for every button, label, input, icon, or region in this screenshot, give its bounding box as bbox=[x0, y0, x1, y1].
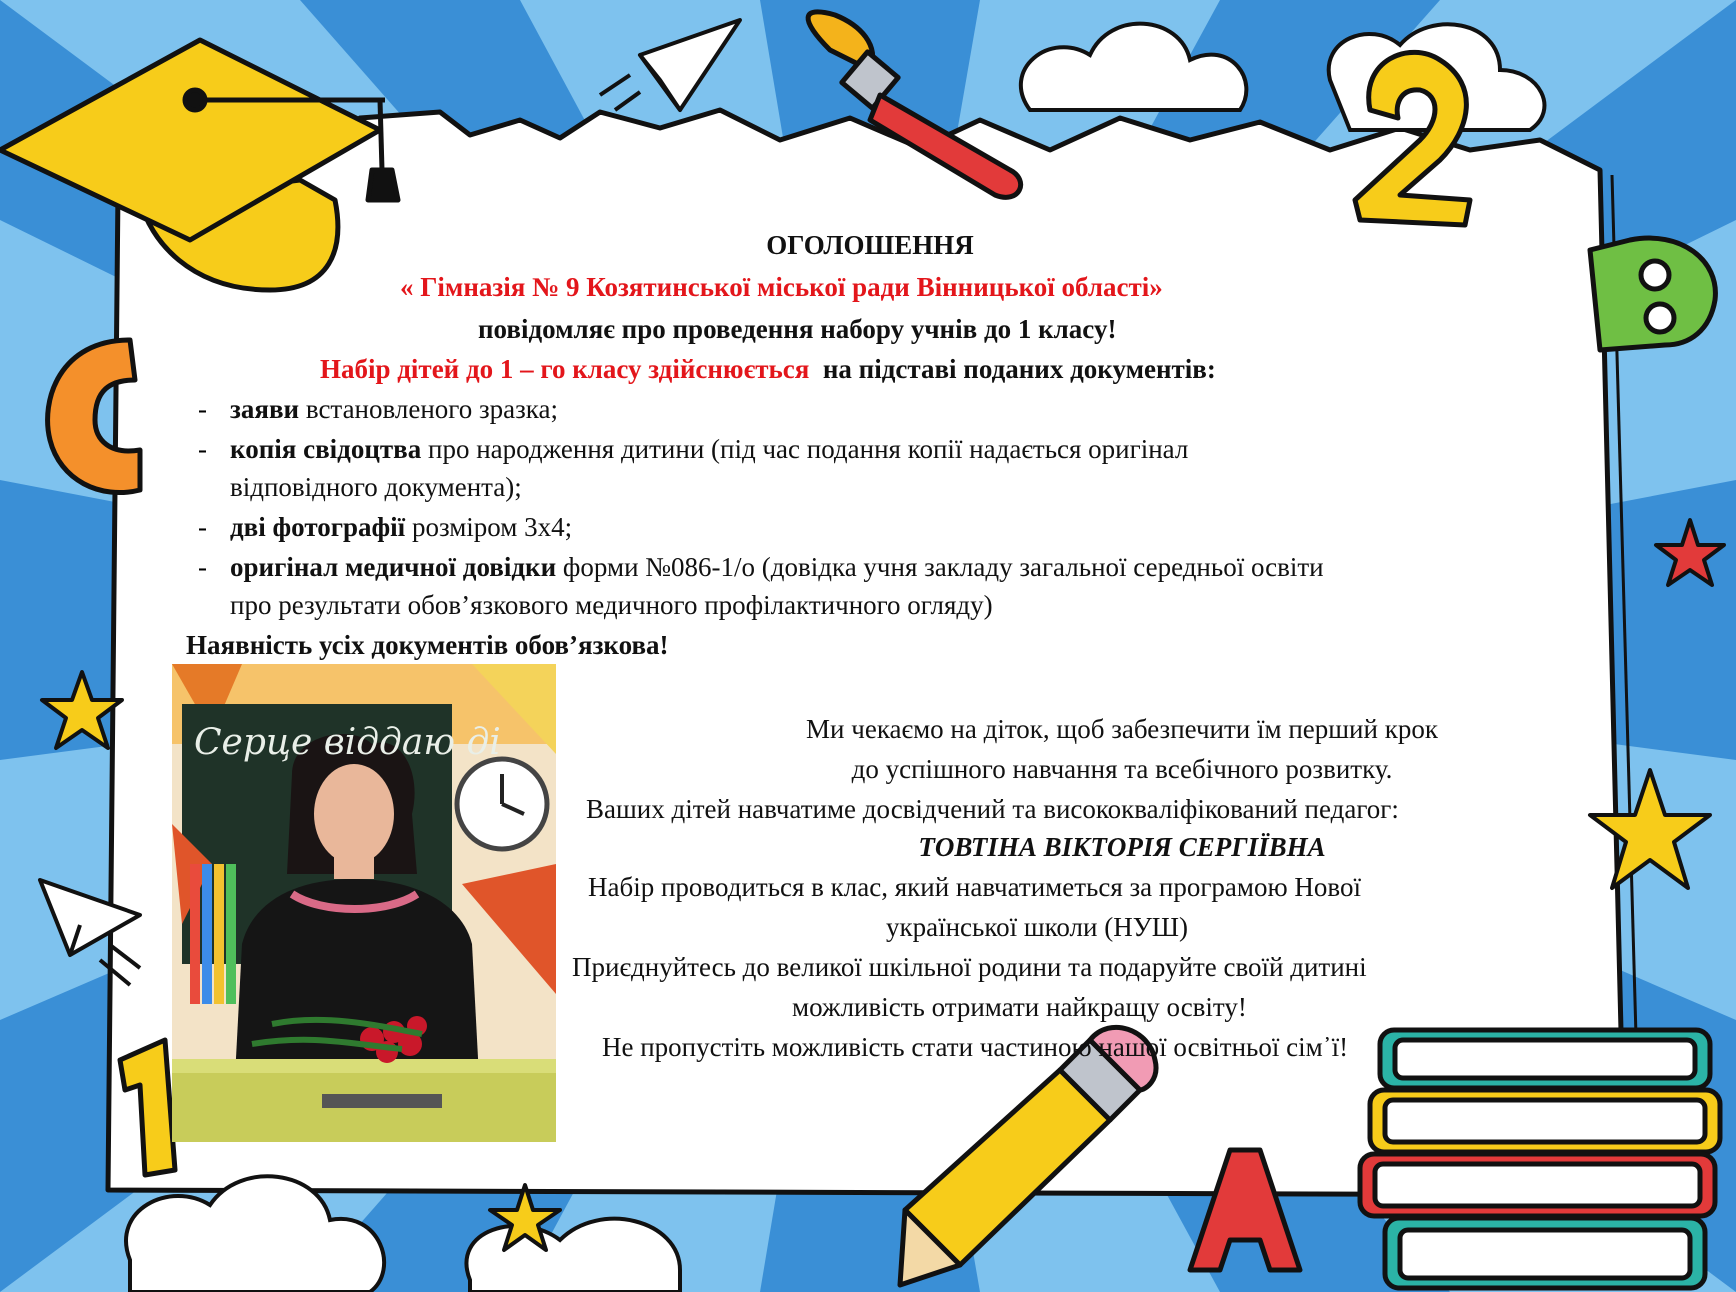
body-line: можливість отримати найкращу освіту! bbox=[792, 992, 1247, 1022]
teacher-photo bbox=[172, 664, 556, 1142]
list-bullet: - bbox=[198, 434, 207, 464]
school-name: « Гімназія № 9 Козятинської міської ради Вінницької області» bbox=[400, 272, 1163, 302]
list-item-continuation: відповідного документа); bbox=[230, 472, 522, 502]
list-item bbox=[230, 554, 1324, 581]
body-line: Приєднуйтесь до великої шкільної родини та подаруйте своїй дитині bbox=[572, 952, 1367, 982]
list-bullet: - bbox=[198, 512, 207, 542]
body-line: Ваших дітей навчатиме досвідчений та висококваліфікований педагог: bbox=[586, 794, 1399, 824]
body-line: української школи (НУШ) bbox=[886, 912, 1189, 942]
body-line: Набір проводиться в клас, який навчатиметься за програмою Нової bbox=[588, 872, 1361, 902]
list-item bbox=[230, 396, 558, 423]
enrollment-basis bbox=[320, 356, 1216, 383]
announcement-title: ОГОЛОШЕННЯ bbox=[766, 230, 974, 260]
body-line: до успішного навчання та всебічного розвитку. bbox=[851, 754, 1393, 784]
teacher-name: ТОВТІНА ВІКТОРІЯ СЕРГІЇВНА bbox=[918, 832, 1326, 862]
doc-name: копія свідоцтва bbox=[230, 434, 422, 464]
doc-detail: розміром 3х4; bbox=[405, 512, 573, 542]
doc-name: заяви bbox=[230, 394, 300, 424]
photo-sign-text: Серце віддаю ді bbox=[194, 722, 501, 763]
enrollment-basis-red: Набір дітей до 1 – го класу здійснюється bbox=[320, 354, 810, 384]
list-bullet: - bbox=[198, 552, 207, 582]
list-item bbox=[230, 436, 1188, 463]
list-item-continuation: про результати обов’язкового медичного профілактичного огляду) bbox=[230, 590, 993, 620]
doc-name: дві фотографії bbox=[230, 512, 406, 542]
body-line: Не пропустіть можливість стати частиною нашої освітньої сім᾽ї! bbox=[602, 1032, 1349, 1062]
list-bullet: - bbox=[198, 394, 207, 424]
body-line: Ми чекаємо на діток, щоб забезпечити їм перший крок bbox=[806, 714, 1438, 744]
doc-detail: про народження дитини (під час подання копії надається оригінал bbox=[421, 434, 1189, 464]
doc-detail: форми №086-1/о (довідка учня закладу загальної середньої освіти bbox=[556, 552, 1324, 582]
doc-name: оригінал медичної довідки bbox=[230, 552, 557, 582]
announcement-subtitle: повідомляє про проведення набору учнів до 1 класу! bbox=[478, 314, 1117, 344]
enrollment-basis-black: на підставі поданих документів: bbox=[822, 354, 1216, 384]
doc-detail: встановленого зразка; bbox=[299, 394, 558, 424]
documents-required-note: Наявність усіх документів обов’язкова! bbox=[186, 630, 669, 660]
list-item bbox=[230, 514, 572, 541]
